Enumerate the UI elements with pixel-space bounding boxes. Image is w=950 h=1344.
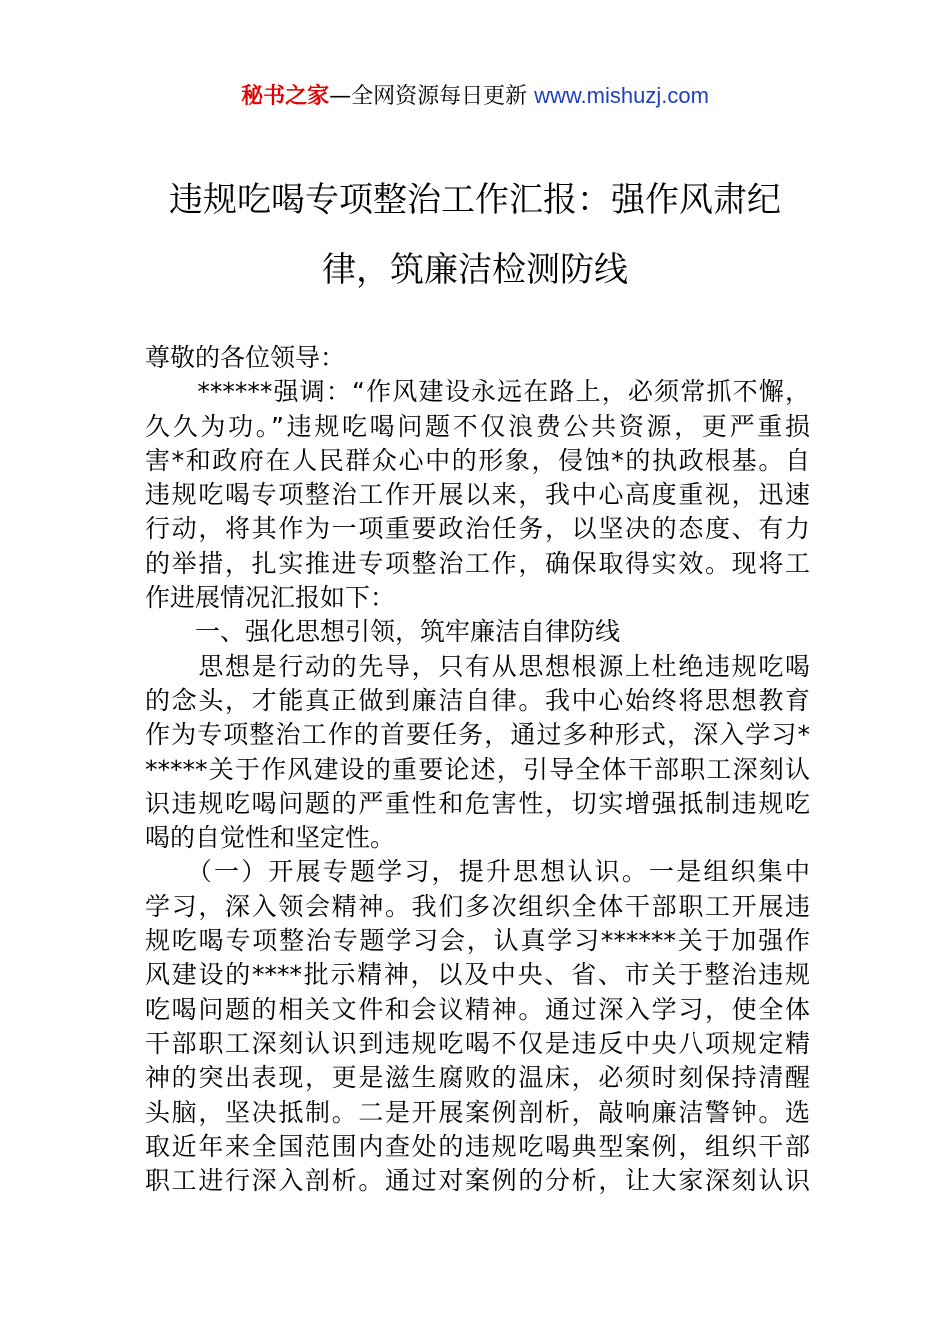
document-body <box>145 341 810 1198</box>
document-title <box>130 165 820 305</box>
body-line: 规吃喝专项整治专题学习会，认真学习******关于加强作 <box>145 926 810 956</box>
body-line: 取近年来全国范围内查处的违规吃喝典型案例，组织干部 <box>145 1131 810 1161</box>
body-line: 行动，将其作为一项重要政治任务，以坚决的态度、有力 <box>145 514 810 544</box>
site-tagline: —全网资源每日更新 <box>329 84 535 109</box>
body-line: 害*和政府在人民群众心中的形象，侵蚀*的执政根基。自 <box>145 445 810 475</box>
body-line: 喝的自觉性和坚定性。 <box>145 823 396 853</box>
title-line: 违规吃喝专项整治工作汇报：强作风肃纪 <box>169 180 781 220</box>
body-line: *****关于作风建设的重要论述，引导全体干部职工深刻认 <box>145 754 810 784</box>
body-line: （一）开展专题学习，提升思想认识。一是组织集中 <box>145 857 810 887</box>
body-line: 风建设的****批示精神，以及中央、省、市关于整治违规 <box>145 960 810 990</box>
body-line: 久久为功。”违规吃喝问题不仅浪费公共资源，更严重损 <box>145 411 810 441</box>
body-line: 作为专项整治工作的首要任务，通过多种形式，深入学习* <box>145 720 810 750</box>
body-line: 头脑，坚决抵制。二是开展案例剖析，敲响廉洁警钟。选 <box>145 1097 810 1127</box>
body-line: 的念头，才能真正做到廉洁自律。我中心始终将思想教育 <box>145 685 810 715</box>
body-line: ******强调：“作风建设永远在路上，必须常抓不懈， <box>145 377 810 407</box>
body-line: 干部职工深刻认识到违规吃喝不仅是违反中央八项规定精 <box>145 1028 810 1058</box>
site-header <box>0 80 950 113</box>
body-line: 识违规吃喝问题的严重性和危害性，切实增强抵制违规吃 <box>145 788 810 818</box>
salutation: 尊敬的各位领导： <box>145 343 346 372</box>
body-line: 神的突出表现，更是滋生腐败的温床，必须时刻保持清醒 <box>145 1063 810 1093</box>
body-line: 作进展情况汇报如下： <box>145 583 396 613</box>
body-line: 的举措，扎实推进专项整治工作，确保取得实效。现将工 <box>145 548 810 578</box>
body-line: 职工进行深入剖析。通过对案例的分析，让大家深刻认识 <box>145 1166 810 1196</box>
section-heading: 一、强化思想引领，筑牢廉洁自律防线 <box>145 617 621 647</box>
body-line: 违规吃喝专项整治工作开展以来，我中心高度重视，迅速 <box>145 480 810 510</box>
body-line: 吃喝问题的相关文件和会议精神。通过深入学习，使全体 <box>145 994 810 1024</box>
body-line: 学习，深入领会精神。我们多次组织全体干部职工开展违 <box>145 891 810 921</box>
title-line: 律，筑廉洁检测防线 <box>322 250 628 290</box>
site-url-link[interactable]: www.mishuzj.com <box>534 83 709 108</box>
body-line: 思想是行动的先导，只有从思想根源上杜绝违规吃喝 <box>145 651 810 681</box>
site-brand: 秘书之家 <box>241 84 330 109</box>
